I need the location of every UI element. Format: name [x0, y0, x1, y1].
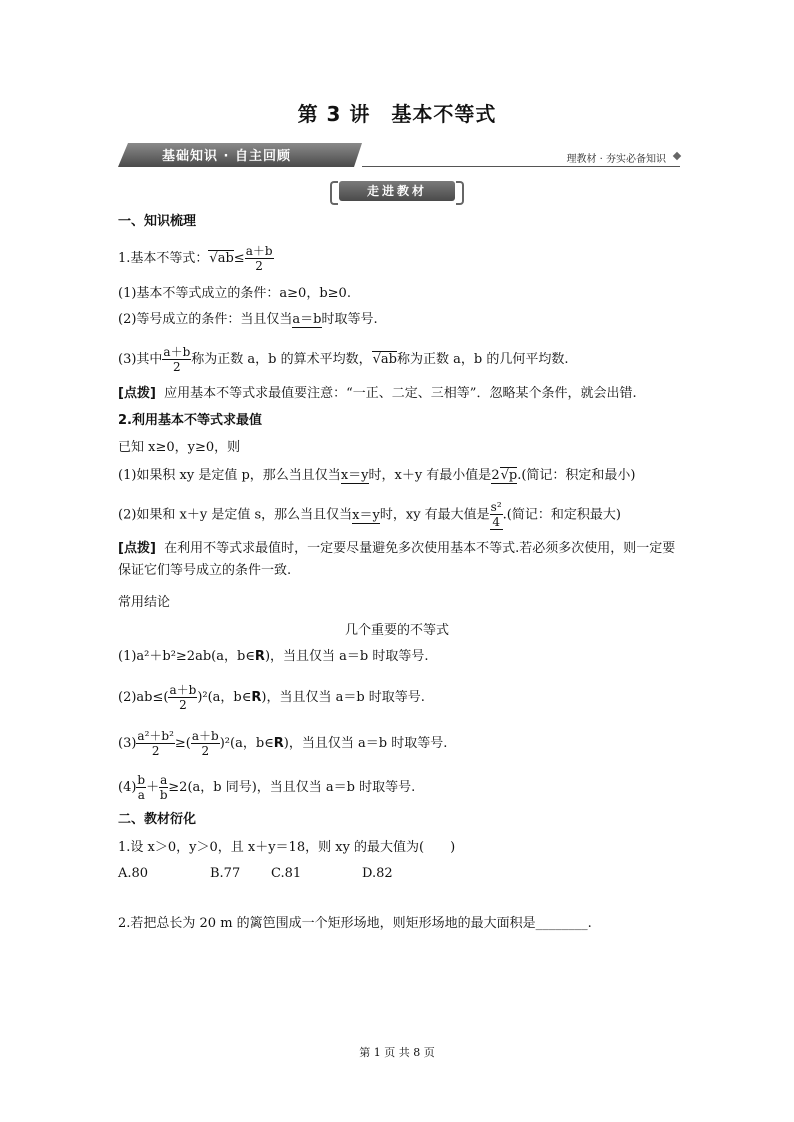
- numerator: a＋b: [169, 683, 197, 697]
- ineq4-pre: (4): [118, 780, 137, 795]
- max2-pre: (2)如果和 x＋y 是定值 s，那么当且仅当: [118, 507, 353, 523]
- fraction-mean: [191, 729, 220, 758]
- inequality-2: (2)ab≤( $\frac{a+b}{2}$ )²(a，b∈R)，当且仅当 a＝b 时取等号.: [118, 683, 425, 712]
- fraction-square-mean: [136, 729, 174, 758]
- question-2: 2.若把总长为 20 m 的篱笆围成一个矩形场地，则矩形场地的最大面积是________.: [118, 916, 592, 931]
- inequality-3: (3) $\frac{\text{a²＋b²}}{2}$ ≥( $\frac{a+b}{2}$ )²(a，b∈R)，当且仅当 a＝b 时取等号.: [118, 729, 448, 758]
- numerator: a＋b: [191, 729, 219, 743]
- fraction-a-over-b: [159, 773, 168, 802]
- option-d: D.82: [362, 866, 393, 881]
- max1-underlined: x＝y: [340, 468, 369, 483]
- item3-mid: 称为正数 a，b 的算术平均数，: [191, 352, 372, 367]
- denominator: 2: [255, 259, 263, 273]
- condition-item-3: [118, 345, 568, 374]
- banner-rule: [362, 166, 680, 167]
- denominator: a: [137, 788, 145, 802]
- real-set: R: [251, 690, 262, 705]
- ge-sign: ≥: [174, 736, 186, 751]
- page-footer: 第 1 页 共 8 页: [359, 1046, 435, 1059]
- item3-pre: (3)其中: [118, 352, 163, 367]
- tip-label: [点拨]: [118, 386, 156, 401]
- option-c: C.81: [271, 866, 302, 881]
- diamond-icon: [673, 152, 681, 160]
- item2-post: 时取等号.: [321, 312, 378, 327]
- plus-sign: ＋: [146, 780, 160, 795]
- page-title: 第 3 讲 基本不等式: [297, 102, 497, 126]
- common-conclusions-label: 常用结论: [118, 595, 171, 610]
- banner-right-text: 理教材 · 夯实必备知识: [566, 154, 666, 165]
- fraction-a-plus-b-over-2: [245, 244, 274, 273]
- given-line: 已知 x≥0，y≥0，则: [118, 440, 241, 455]
- tip-label: [点拨]: [118, 541, 156, 556]
- max2-mid: 时，xy 有最大值是: [379, 507, 490, 523]
- section-banner: [118, 141, 680, 169]
- item3-post: 称为正数 a，b 的几何平均数.: [396, 352, 569, 367]
- numerator: b: [137, 773, 146, 787]
- section-heading-1: 一、知识梳理: [118, 214, 197, 229]
- tip-2: [118, 538, 678, 582]
- denominator: 2: [173, 360, 181, 374]
- max1-pre: (1)如果积 xy 是定值 p，那么当且仅当: [118, 468, 341, 483]
- numerator: s²: [490, 500, 502, 514]
- fraction-b-over-a: [136, 773, 146, 802]
- inequality-1: [118, 648, 428, 666]
- condition-item-1: (1)基本不等式成立的条件：a≥0，b≥0.: [118, 286, 351, 301]
- denominator: 4: [490, 515, 503, 530]
- condition-item-2: [118, 311, 378, 329]
- sqrt-p: √ p: [500, 467, 518, 483]
- real-set: R: [273, 736, 284, 751]
- denominator: 2: [201, 744, 210, 758]
- ineq2-pre: (2)ab≤: [118, 690, 164, 705]
- basic-label: 1.基本不等式：: [118, 251, 209, 266]
- ineq4-post: ≥2(a，b 同号)，当且仅当 a＝b 时取等号.: [168, 780, 416, 795]
- max2-post: .(简记：和定积最大): [502, 507, 621, 523]
- max2-underlined: x＝y: [352, 507, 380, 523]
- option-b: B.77: [210, 866, 241, 881]
- fraction-mean: [168, 683, 197, 712]
- fraction-s2-over-4: [490, 500, 503, 530]
- question-1: 1.设 x＞0，y＞0，且 x＋y＝18，则 xy 的最大值为( ): [118, 840, 456, 855]
- ineq2-post: )，当且仅当 a＝b 时取等号.: [261, 690, 425, 705]
- basic-inequality: [118, 244, 274, 273]
- item2-underlined: a＝b: [292, 312, 322, 327]
- numerator: a²＋b²: [137, 729, 174, 743]
- ineq3-post: )，当且仅当 a＝b 时取等号.: [283, 736, 448, 751]
- inequality-4: [118, 773, 415, 802]
- ineq1-post: )，当且仅当 a＝b 时取等号.: [264, 649, 429, 664]
- max1-answer: [491, 468, 517, 484]
- maximum-rule: [118, 500, 621, 530]
- minimum-rule: [118, 467, 636, 485]
- denominator: 2: [151, 744, 160, 758]
- ineq3-mid: ²(a，b∈: [224, 736, 274, 751]
- item2-pre: (2)等号成立的条件：当且仅当: [118, 312, 293, 327]
- ineq1-pre: (1)a²＋b²≥2ab(a，b∈: [118, 649, 255, 664]
- option-a: A.80: [118, 866, 149, 881]
- max1-post: .(简记：积定和最小): [517, 468, 636, 483]
- denominator: b: [159, 788, 168, 802]
- section-tag: 走进教材: [339, 181, 455, 201]
- fraction-mean: [162, 345, 191, 374]
- important-inequalities-title: 几个重要的不等式: [344, 623, 449, 638]
- denominator: 2: [179, 698, 187, 712]
- tip-text: 应用基本不等式求最值要注意：“一正、二定、三相等”．忽略某个条件，就会出错.: [164, 386, 637, 401]
- section-heading-2: 2.利用基本不等式求最值: [118, 413, 262, 428]
- max1-value: 2: [491, 468, 500, 483]
- max1-mid: 时，x＋y 有最小值是: [368, 468, 492, 483]
- banner-left-text: 基础知识 · 自主回顾: [162, 149, 291, 164]
- tip-text: 在利用不等式求最值时，一定要尽量避免多次使用基本不等式.若必须多次使用，则一定要保证它们等号成立的条件一致.: [118, 541, 676, 578]
- ineq2-mid: ²(a，b∈: [202, 690, 252, 705]
- section-heading-3: 二、教材衍化: [118, 812, 197, 827]
- tip-1: [118, 385, 637, 403]
- numerator: a＋b: [163, 345, 191, 359]
- numerator: a: [160, 773, 168, 787]
- le-sign: ≤: [233, 251, 245, 266]
- sqrt-ab: √ ab: [372, 351, 397, 367]
- sqrt-ab: √ ab: [208, 250, 233, 266]
- numerator: a＋b: [245, 244, 273, 258]
- ineq3-pre: (3): [118, 736, 137, 751]
- real-set: R: [254, 649, 265, 664]
